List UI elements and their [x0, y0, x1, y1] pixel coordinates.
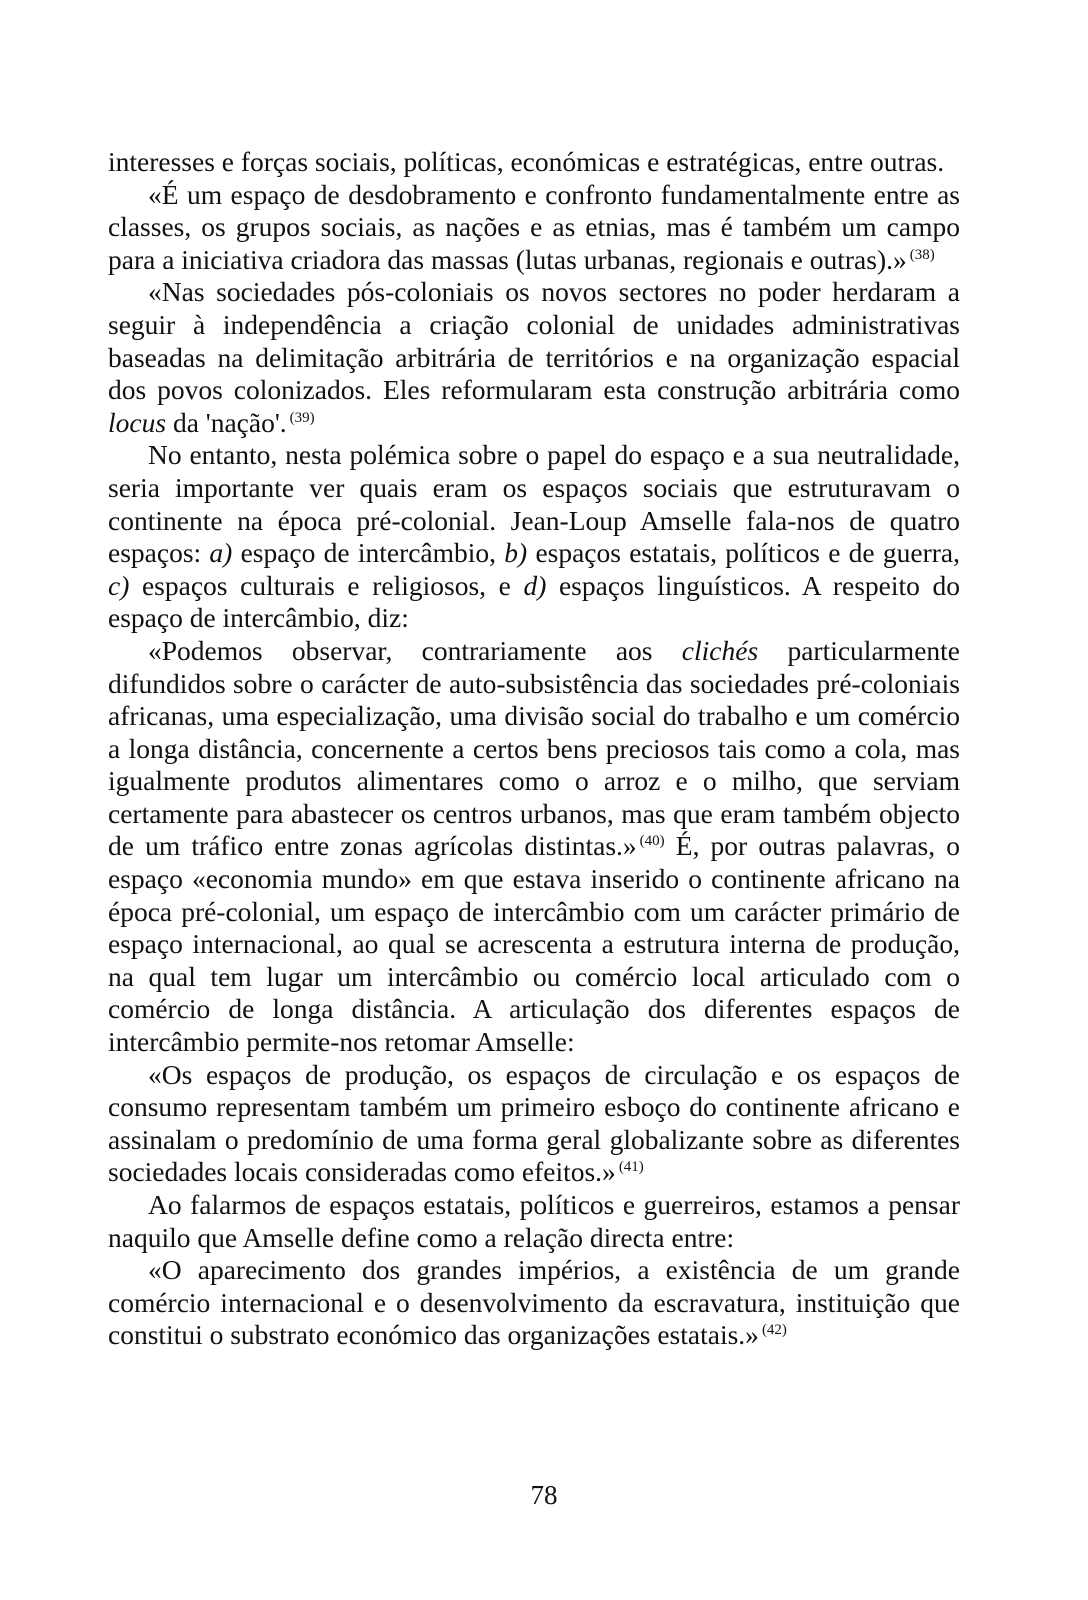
paragraph-1-text: interesses e forças sociais, políticas, económicas e estratégicas, entre outras. [108, 146, 945, 177]
paragraph-5-text-a: «Podemos observar, contrariamente aos [148, 634, 682, 666]
paragraph-6-text: «Os espaços de produção, os espaços de circulação e os espaços de consumo representam também um primeiro esboço do continente africano e assinalam o predomínio de uma forma geral globalizante sobre as diferentes sociedades locais consideradas como efeitos.» [108, 1058, 960, 1188]
paragraph-4-text-c: espaços estatais, políticos e de guerra, [527, 537, 960, 569]
paragraph-5-text-c: É, por outras palavras, o espaço «economia mundo» em que estava inserido o continente africano na época pré-colonial, um espaço de intercâmbio com um carácter primário de espaço internacional, ao qual se acrescenta a estrutura interna de produção, na qual tem lugar um intercâmbio ou comércio local articulado com o comércio de longa distância. A articulação dos diferentes espaços de intercâmbio permite-nos retomar Amselle: [108, 830, 960, 1058]
paragraph-3-text-a: «Nas sociedades pós-coloniais os novos sectores no poder herdaram a seguir à independência a criação colonial de unidades administrativas baseadas na delimitação arbitrária de territórios e na organização espacial dos povos colonizados. Eles reformularam esta construção arbitrária como [108, 276, 960, 406]
paragraph-2-text: «É um espaço de desdobramento e confronto fundamentalmente entre as classes, os grupos sociais, as nações e as etnias, mas é também um campo para a iniciativa criadora das massas (lutas urbanas, regionais e outras).» [108, 178, 960, 275]
paragraph-3-text-b: da 'nação'. [166, 406, 287, 438]
page-number: 78 [530, 1480, 558, 1510]
paragraph-8-text: «O aparecimento dos grandes impérios, a existência de um grande comércio internacional e o desenvolvimento da escravatura, instituição que constitui o substrato económico das organizações estatais.» [108, 1254, 960, 1351]
paragraph-5-italic-cliches: clichés [681, 634, 759, 666]
paragraph-2-quote [108, 179, 960, 277]
footnote-ref-40: (40) [639, 833, 665, 850]
paragraph-4 [108, 439, 960, 635]
paragraph-5-quote [108, 635, 960, 1059]
paragraph-4-text-e: espaços linguísticos. A respeito do espaço de intercâmbio, diz: [108, 569, 960, 634]
footnote-ref-39: (39) [289, 409, 315, 426]
paragraph-1 [108, 146, 960, 179]
paragraph-6-quote [108, 1059, 960, 1189]
paragraph-4-text-b: espaço de intercâmbio, [232, 537, 505, 569]
paragraph-4-text-d: espaços culturais e religiosos, e [129, 569, 524, 601]
paragraph-7-text: Ao falarmos de espaços estatais, políticos e guerreiros, estamos a pensar naquilo que Amselle define como a relação directa entre: [108, 1189, 960, 1253]
paragraph-3-quote [108, 276, 960, 439]
paragraph-3-italic-locus: locus [108, 406, 167, 438]
body-text [108, 146, 960, 1352]
paragraph-4-text-a: No entanto, nesta polémica sobre o papel do espaço e a sua neutralidade, seria importante ver quais eram os espaços sociais que estruturavam o continente na época pré-colonial. Jean-Loup Amselle fala-nos de quatro espaços: [108, 439, 960, 569]
list-marker-c: c) [108, 569, 130, 601]
list-marker-b: b) [504, 537, 528, 569]
footnote-ref-42: (42) [761, 1322, 787, 1339]
list-marker-a: a) [209, 537, 233, 569]
footnote-ref-38: (38) [909, 246, 935, 263]
footnote-ref-41: (41) [618, 1159, 644, 1176]
list-marker-d: d) [523, 569, 547, 601]
paragraph-5-text-b: particularmente difundidos sobre o carácter de auto-subsistência das sociedades pré-coloniais africanas, uma especialização, uma divisão social do trabalho e um comércio a longa distância, concernente a certos bens preciosos tais como a cola, mas igualmente produtos alimentares como o arroz e o milho, que serviam certamente para abastecer os centros urbanos, mas que eram também objecto de um tráfico entre zonas agrícolas distintas.» [108, 634, 960, 862]
paragraph-7 [108, 1189, 960, 1254]
paragraph-8-quote [108, 1254, 960, 1352]
